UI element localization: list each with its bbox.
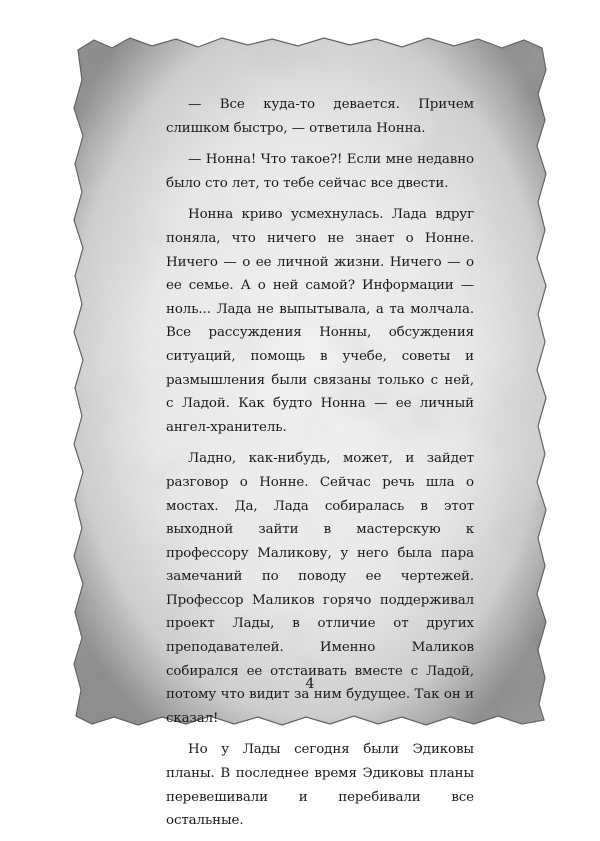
paragraph: — Все куда-то девается. Причем слишком быстро, — ответила Нонна. (166, 97, 474, 136)
parchment-page (72, 36, 548, 829)
page-number: 4 (305, 676, 315, 692)
paragraph: Нонна криво усмехнулась. Лада вдруг поняла, что ничего не знает о Нонне. Ничего — о ее личной жизни. Ничего — о ее семье. А о ней самой? Информации — ноль... Лада не выпытывала, а та молчала. Все рассуждения Нонны, обсуждения ситуаций, помощь в учебе, советы и размышления были связаны только с ней, с Ладой. Как будто Нонна — ее личный ангел-хранитель. (166, 207, 474, 435)
paragraph: Ладно, как-нибудь, может, и зайдет разговор о Нонне. Сейчас речь шла о мостах. Да, Лада собиралась в этот выходной зайти в мастерскую к профессору Маликову, у него была пара замечаний по поводу ее чертежей. Профессор Маликов горячо поддерживал проект Лады, в отличие от других преподавателей. Именно Маликов собирался ее отстаивать вместе с Ладой, потому что видит за ним будущее. Так он и сказал! (166, 451, 474, 726)
body-text (166, 93, 474, 841)
paragraph: Но у Лады сегодня были Эдиковы планы. В последнее время Эдиковы планы перевешивали и перебивали все остальные. (166, 742, 474, 829)
paragraph: — Нонна! Что такое?! Если мне недавно было сто лет, то тебе сейчас все двести. (166, 152, 474, 191)
